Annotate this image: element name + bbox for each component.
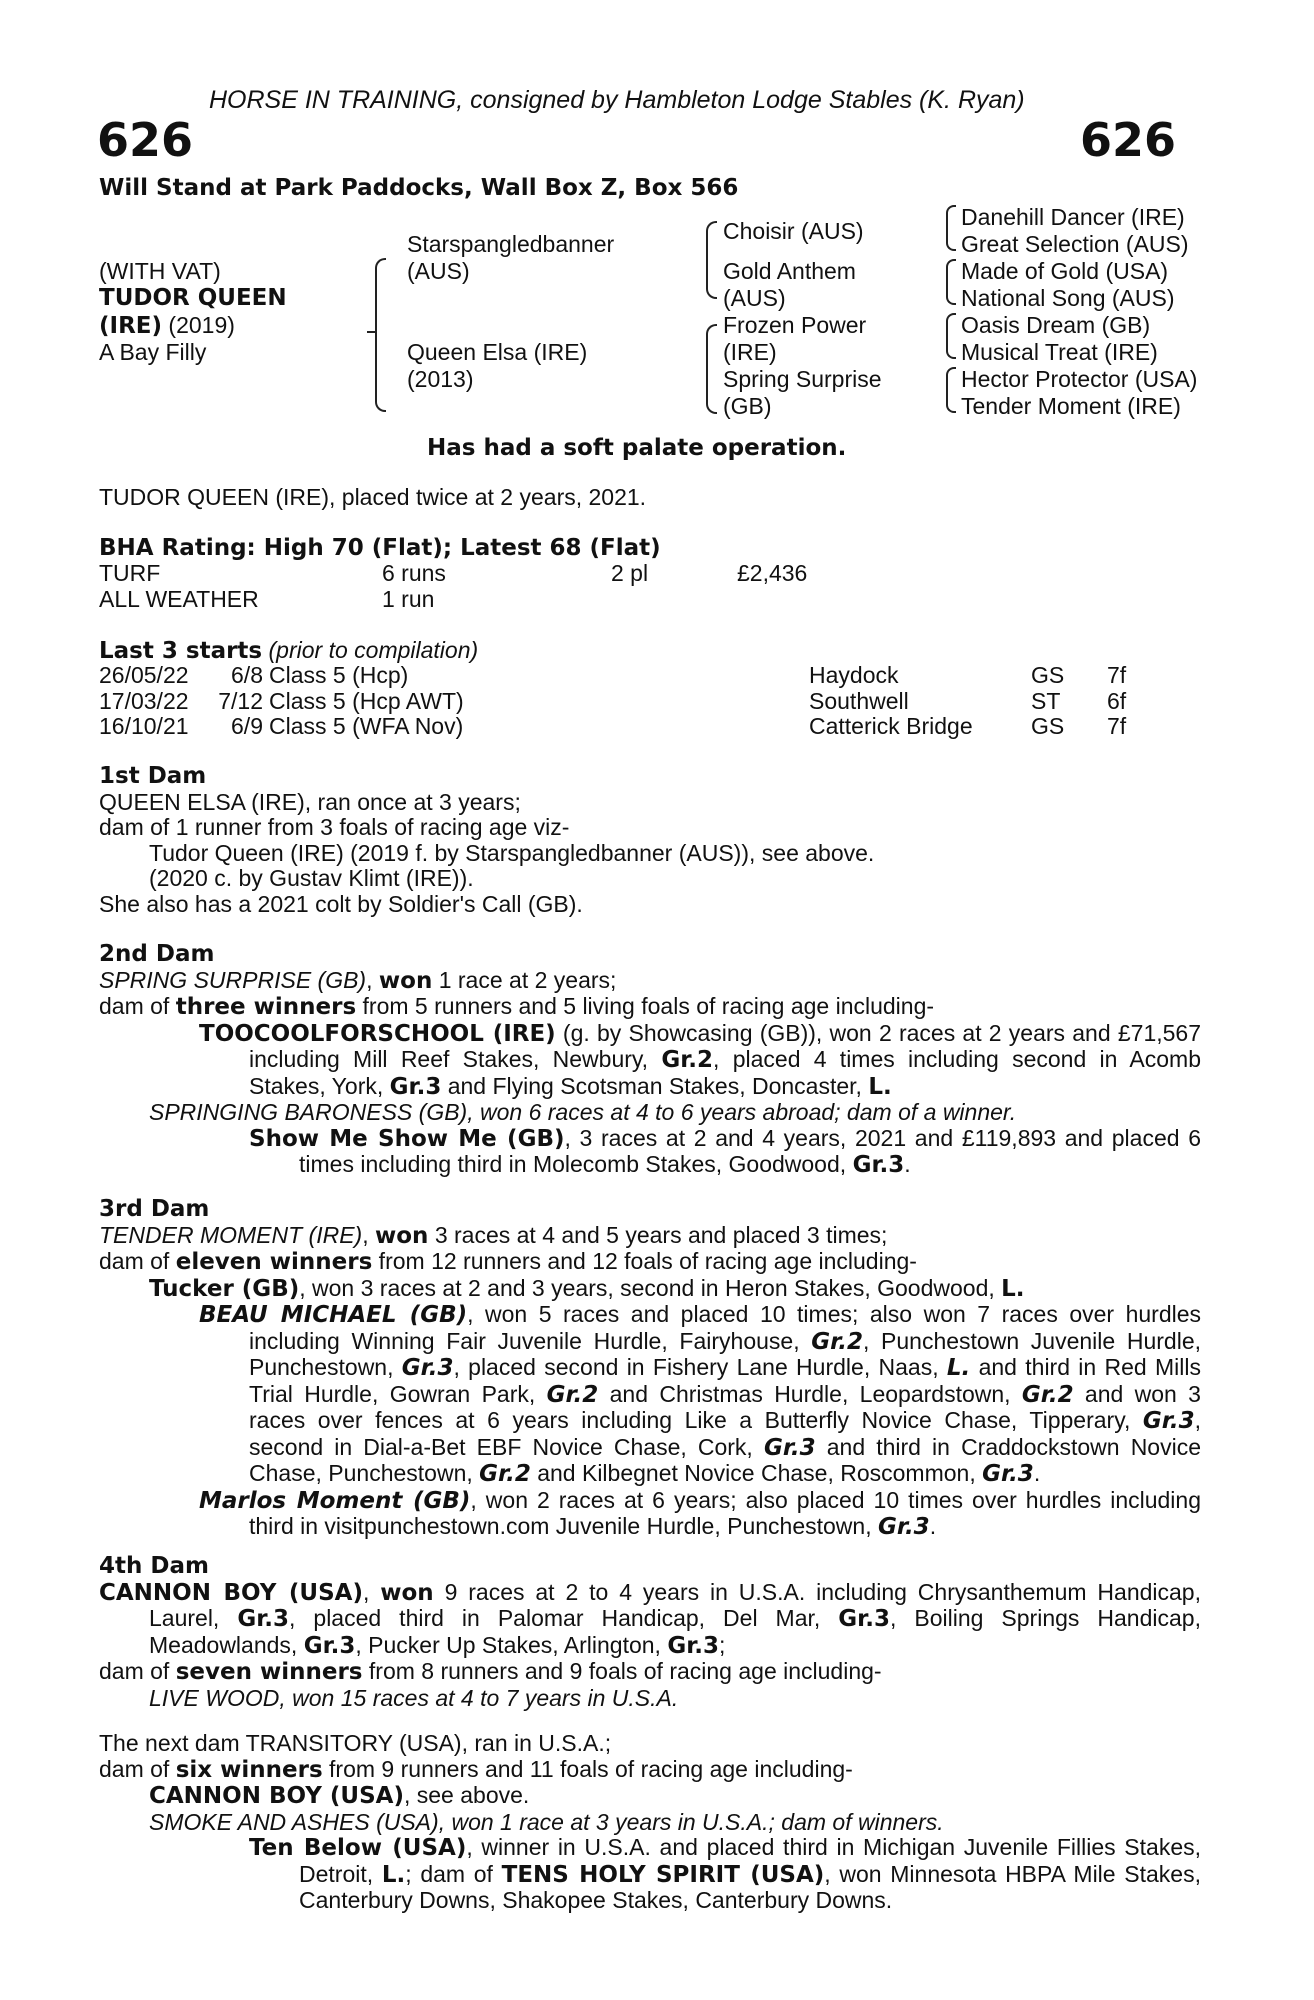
dam-name: SPRING SURPRISE (GB) bbox=[99, 966, 367, 993]
text: , won 15 races at 4 to 7 years in U.S.A. bbox=[279, 1684, 679, 1711]
pedigree-brace-sire bbox=[706, 221, 717, 299]
record-earnings: £2,436 bbox=[737, 560, 808, 586]
text: , won 1 race at 3 years in U.S.A.; dam of winners. bbox=[438, 1808, 944, 1835]
first-dam-section bbox=[99, 764, 1201, 917]
gg-3: Made of Gold (USA) bbox=[961, 258, 1169, 284]
text: 3 races at 4 and 5 years and placed 3 times; bbox=[428, 1221, 888, 1248]
pedigree-brace-g4 bbox=[946, 367, 956, 413]
stand-location: Will Stand at Park Paddocks, Wall Box Z, Box 566 bbox=[99, 175, 739, 201]
text: Gr.3 bbox=[763, 1434, 816, 1461]
horse-name: LIVE WOOD bbox=[149, 1684, 280, 1711]
text: , won Minnesota HBPA Mile Stakes, Canterbury Downs, Shakopee Stakes, Canterbury Downs. bbox=[299, 1860, 1201, 1913]
text: three winners bbox=[175, 994, 357, 1020]
text: dam of bbox=[99, 1658, 176, 1684]
text: , Pucker Up Stakes, Arlington, bbox=[355, 1631, 668, 1658]
start-position: 7/12 bbox=[218, 687, 263, 714]
text: , winner in U.S.A. and placed third in Michigan Juvenile Fillies Stakes, Detroit, bbox=[299, 1834, 1201, 1887]
text: and Flying Scotsman Stakes, Doncaster, bbox=[441, 1072, 869, 1099]
text: , won 3 races at 2 and 3 years, second in Heron Stakes, Goodwood, bbox=[299, 1274, 1002, 1301]
text: Gr.3 bbox=[303, 1632, 356, 1659]
horse-description: A Bay Filly bbox=[99, 339, 207, 365]
bha-rating: BHA Rating: High 70 (Flat); Latest 68 (Flat) bbox=[99, 535, 661, 561]
text: and won 3 races over fences at 6 years including Like a Butterfly Novice Chase, Tipperary, bbox=[249, 1380, 1201, 1433]
next-dam-produce-line bbox=[99, 1757, 1201, 1784]
record-runs: 6 runs bbox=[382, 560, 446, 586]
horse-year: (2019) bbox=[162, 312, 235, 338]
dam-year: (2013) bbox=[407, 366, 474, 392]
horse-name: SMOKE AND ASHES (USA) bbox=[149, 1808, 439, 1835]
fourth-dam-produce-line bbox=[99, 1659, 1201, 1686]
dam-sire: Frozen Power bbox=[723, 312, 867, 338]
record-placed: 2 pl bbox=[611, 560, 649, 586]
pedigree-brace-g1 bbox=[946, 205, 956, 251]
text: , second in Dial-a-Bet EBF Novice Chase, Cork, bbox=[249, 1407, 1201, 1460]
text: . bbox=[1033, 1460, 1041, 1486]
horse-name-line2 bbox=[99, 312, 235, 340]
text: seven winners bbox=[175, 1659, 363, 1685]
text: dam of bbox=[99, 1248, 176, 1274]
text: , won 2 races at 6 years; also placed 10 times over hurdles including third in visitpunchestown.com Juvenile Hurdle, Punchestown, bbox=[249, 1486, 1201, 1539]
horse-name: Show Me Show Me (GB) bbox=[249, 1125, 565, 1152]
pedigree-brace-g2 bbox=[946, 259, 956, 305]
start-going: ST bbox=[1031, 687, 1061, 714]
gg-5: Oasis Dream (GB) bbox=[961, 312, 1151, 338]
start-date: 17/03/22 bbox=[99, 687, 189, 714]
start-row bbox=[99, 714, 1126, 740]
produce-entry bbox=[99, 1835, 1201, 1914]
next-dam-line: The next dam TRANSITORY (USA), ran in U.S.A.; bbox=[99, 1730, 612, 1756]
second-dam-line bbox=[99, 968, 1201, 995]
start-position: 6/8 bbox=[231, 662, 263, 688]
produce-entry bbox=[99, 1021, 1201, 1101]
gg-8: Tender Moment (IRE) bbox=[961, 393, 1181, 419]
pedigree-brace-parents bbox=[375, 258, 386, 412]
dam-name: TENDER MOMENT (IRE) bbox=[99, 1221, 363, 1248]
produce-entry bbox=[99, 1302, 1201, 1488]
text: , bbox=[362, 1578, 381, 1605]
text: 9 races at 2 to 4 years in U.S.A. including Chrysanthemum Handicap, Laurel, bbox=[149, 1578, 1201, 1631]
text: Gr.3 bbox=[878, 1514, 930, 1540]
horse-name: CANNON BOY (USA) bbox=[99, 1579, 363, 1606]
operation-note: Has had a soft palate operation. bbox=[427, 435, 847, 461]
race-record-table bbox=[99, 561, 807, 612]
third-dam-line bbox=[99, 1223, 1201, 1250]
horse-name: SPRINGING BARONESS (GB) bbox=[149, 1099, 468, 1125]
text: L. bbox=[381, 1861, 406, 1888]
text: , Punchestown Juvenile Hurdle, Punchestown, bbox=[249, 1327, 1201, 1380]
text: , placed second in Fishery Lane Hurdle, Naas, bbox=[453, 1354, 947, 1380]
sire-country: (AUS) bbox=[407, 258, 470, 284]
start-course: Catterick Bridge bbox=[809, 713, 973, 739]
produce-entry bbox=[99, 1100, 1201, 1126]
text: and third in Red Mills Trial Hurdle, Gowran Park, bbox=[249, 1354, 1201, 1407]
sire-dam: Gold Anthem bbox=[723, 258, 856, 284]
text: ; dam of bbox=[405, 1860, 502, 1887]
sire-dam-country: (AUS) bbox=[723, 285, 786, 311]
text: Gr.2 bbox=[546, 1381, 599, 1408]
start-course: Haydock bbox=[809, 662, 899, 688]
text: Gr.2 bbox=[479, 1461, 531, 1487]
record-runs: 1 run bbox=[382, 585, 435, 612]
gg-6: Musical Treat (IRE) bbox=[961, 339, 1158, 365]
text: L. bbox=[946, 1355, 971, 1381]
horse-name: TOOCOOLFORSCHOOL (IRE) bbox=[199, 1020, 556, 1047]
text: , bbox=[366, 966, 379, 993]
record-placed bbox=[611, 587, 737, 613]
fourth-dam-section bbox=[99, 1554, 1201, 1711]
last-starts-heading bbox=[99, 638, 478, 665]
text: Gr.3 bbox=[237, 1606, 290, 1632]
text: won bbox=[378, 967, 433, 994]
start-race: Class 5 (Hcp) bbox=[269, 662, 409, 688]
produce-entry bbox=[99, 1276, 1201, 1303]
second-dam-heading: 2nd Dam bbox=[99, 941, 215, 967]
text: dam of bbox=[99, 993, 176, 1019]
text: Gr.3 bbox=[982, 1461, 1034, 1487]
third-dam-produce-line bbox=[99, 1249, 1201, 1276]
text: Gr.3 bbox=[1142, 1408, 1195, 1434]
text: from 8 runners and 9 foals of racing age including- bbox=[362, 1658, 882, 1684]
horse-name: TUDOR QUEEN bbox=[99, 285, 287, 311]
first-dam-produce-line: dam of 1 runner from 3 foals of racing age viz- bbox=[99, 814, 570, 840]
text: won bbox=[375, 1222, 429, 1249]
text: , won 5 races and placed 10 times; also won 7 races over hurdles including Winning Fair Juvenile Hurdle, Fairyhouse, bbox=[249, 1301, 1202, 1354]
pedigree-brace-dam bbox=[706, 324, 717, 414]
text: (g. by Showcasing (GB)), won 2 races at 2 years and £71,567 including Mill Reef Stakes, Newbury, bbox=[249, 1019, 1201, 1072]
lot-number-right: 626 bbox=[1080, 113, 1177, 167]
first-dam-heading: 1st Dam bbox=[99, 763, 207, 789]
text: L. bbox=[1001, 1275, 1025, 1302]
produce-entry bbox=[99, 1488, 1201, 1541]
text: Gr.3 bbox=[401, 1355, 454, 1381]
last-starts-title: Last 3 starts bbox=[99, 638, 263, 664]
produce-entry bbox=[99, 1126, 1201, 1179]
text: ; bbox=[719, 1631, 726, 1658]
fourth-dam-heading: 4th Dam bbox=[99, 1553, 209, 1579]
first-dam-note: She also has a 2021 colt by Soldier's Call (GB). bbox=[99, 890, 583, 917]
pedigree-brace-parents-tip bbox=[367, 331, 375, 333]
third-dam-heading: 3rd Dam bbox=[99, 1196, 210, 1222]
first-dam-foal: (2020 c. by Gustav Klimt (IRE)). bbox=[149, 865, 474, 891]
text: eleven winners bbox=[175, 1249, 373, 1275]
text: won bbox=[380, 1579, 434, 1606]
text: six winners bbox=[175, 1756, 323, 1783]
dam-sire-country: (IRE) bbox=[723, 339, 777, 365]
dam-dam: Spring Surprise bbox=[723, 366, 882, 392]
dam-name: Queen Elsa (IRE) bbox=[407, 339, 588, 365]
start-date: 16/10/21 bbox=[99, 713, 189, 739]
text: from 5 runners and 5 living foals of racing age including- bbox=[356, 993, 935, 1019]
first-dam-line: QUEEN ELSA (IRE), ran once at 3 years; bbox=[99, 788, 521, 815]
race-record-row bbox=[99, 561, 807, 587]
text: L. bbox=[868, 1073, 892, 1100]
lot-number-left: 626 bbox=[97, 113, 194, 167]
start-date: 26/05/22 bbox=[99, 662, 189, 688]
gg-1: Danehill Dancer (IRE) bbox=[961, 204, 1185, 230]
second-dam-produce-line bbox=[99, 994, 1201, 1021]
gg-4: National Song (AUS) bbox=[961, 285, 1175, 311]
text: Gr.3 bbox=[852, 1152, 905, 1178]
text: Gr.3 bbox=[389, 1073, 442, 1100]
text: and Christmas Hurdle, Leopardstown, bbox=[598, 1380, 1022, 1407]
text: , bbox=[362, 1221, 375, 1248]
text: and Kilbegnet Novice Chase, Roscommon, bbox=[530, 1460, 983, 1486]
fourth-dam-line bbox=[99, 1580, 1201, 1660]
next-dam-section bbox=[99, 1731, 1201, 1914]
third-dam-section bbox=[99, 1197, 1201, 1541]
text: Gr.2 bbox=[1021, 1381, 1074, 1408]
text: 1 race at 2 years; bbox=[432, 966, 617, 993]
text: , 3 races at 2 and 4 years, 2021 and £119,893 and placed 6 times including third in Molecomb Stakes, Goodwood, bbox=[299, 1124, 1201, 1177]
start-row bbox=[99, 689, 1126, 715]
text: Gr.3 bbox=[667, 1632, 720, 1659]
text: . bbox=[904, 1151, 911, 1177]
start-distance: 7f bbox=[1107, 713, 1127, 739]
gg-2: Great Selection (AUS) bbox=[961, 231, 1189, 257]
consignment-header: HORSE IN TRAINING, consigned by Hambleton Lodge Stables (K. Ryan) bbox=[209, 86, 1025, 114]
start-position: 6/9 bbox=[231, 713, 263, 739]
race-summary: TUDOR QUEEN (IRE), placed twice at 2 years, 2021. bbox=[99, 484, 647, 510]
last-starts-note: (prior to compilation) bbox=[262, 637, 479, 663]
text: TENS HOLY SPIRIT (USA) bbox=[501, 1861, 825, 1888]
vat-note: (WITH VAT) bbox=[99, 258, 221, 284]
text: Gr.3 bbox=[838, 1606, 890, 1632]
record-earnings bbox=[737, 587, 807, 613]
start-distance: 6f bbox=[1107, 687, 1127, 714]
text: Gr.2 bbox=[811, 1328, 863, 1355]
horse-name: Tucker (GB) bbox=[149, 1275, 300, 1302]
text: , see above. bbox=[403, 1782, 530, 1808]
sire-sire: Choisir (AUS) bbox=[723, 218, 864, 244]
start-course: Southwell bbox=[809, 687, 909, 714]
text: and third in Craddockstown Novice Chase, Punchestown, bbox=[249, 1433, 1201, 1486]
text: , placed 4 times including second in Acomb Stakes, York, bbox=[249, 1046, 1202, 1099]
start-race: Class 5 (Hcp AWT) bbox=[269, 687, 464, 714]
gg-7: Hector Protector (USA) bbox=[961, 366, 1198, 392]
text: , won 6 races at 4 to 6 years abroad; dam of a winner. bbox=[467, 1099, 1017, 1125]
first-dam-foal: Tudor Queen (IRE) (2019 f. by Starspangledbanner (AUS)), see above. bbox=[149, 839, 875, 866]
text: , placed third in Palomar Handicap, Del Mar, bbox=[289, 1605, 839, 1631]
sire-name: Starspangledbanner bbox=[407, 231, 615, 257]
text: Gr.2 bbox=[661, 1047, 714, 1073]
start-going: GS bbox=[1031, 713, 1065, 739]
record-surface: TURF bbox=[99, 560, 161, 586]
text: from 12 runners and 12 foals of racing age including- bbox=[372, 1248, 917, 1274]
horse-name: Ten Below (USA) bbox=[249, 1835, 467, 1861]
start-race: Class 5 (WFA Nov) bbox=[269, 713, 464, 739]
text: from 9 runners and 11 foals of racing age including- bbox=[322, 1755, 853, 1782]
horse-name: CANNON BOY (USA) bbox=[149, 1783, 404, 1809]
race-record-row bbox=[99, 587, 807, 613]
pedigree-brace-g3 bbox=[946, 313, 956, 359]
dam-dam-country: (GB) bbox=[723, 393, 772, 419]
horse-name: Marlos Moment (GB) bbox=[199, 1487, 471, 1514]
record-surface: ALL WEATHER bbox=[99, 585, 259, 612]
produce-entry bbox=[99, 1783, 1201, 1810]
produce-entry bbox=[99, 1686, 1201, 1712]
horse-country: (IRE) bbox=[99, 313, 163, 339]
last-starts-table bbox=[99, 663, 1126, 740]
text: . bbox=[929, 1513, 937, 1539]
text: dam of bbox=[99, 1755, 176, 1782]
text: , Boiling Springs Handicap, Meadowlands, bbox=[149, 1605, 1201, 1658]
start-distance: 7f bbox=[1107, 662, 1127, 688]
start-row bbox=[99, 663, 1126, 689]
second-dam-section bbox=[99, 942, 1201, 1179]
start-going: GS bbox=[1031, 662, 1065, 688]
horse-name: BEAU MICHAEL (GB) bbox=[199, 1302, 468, 1328]
produce-entry bbox=[99, 1810, 1201, 1836]
